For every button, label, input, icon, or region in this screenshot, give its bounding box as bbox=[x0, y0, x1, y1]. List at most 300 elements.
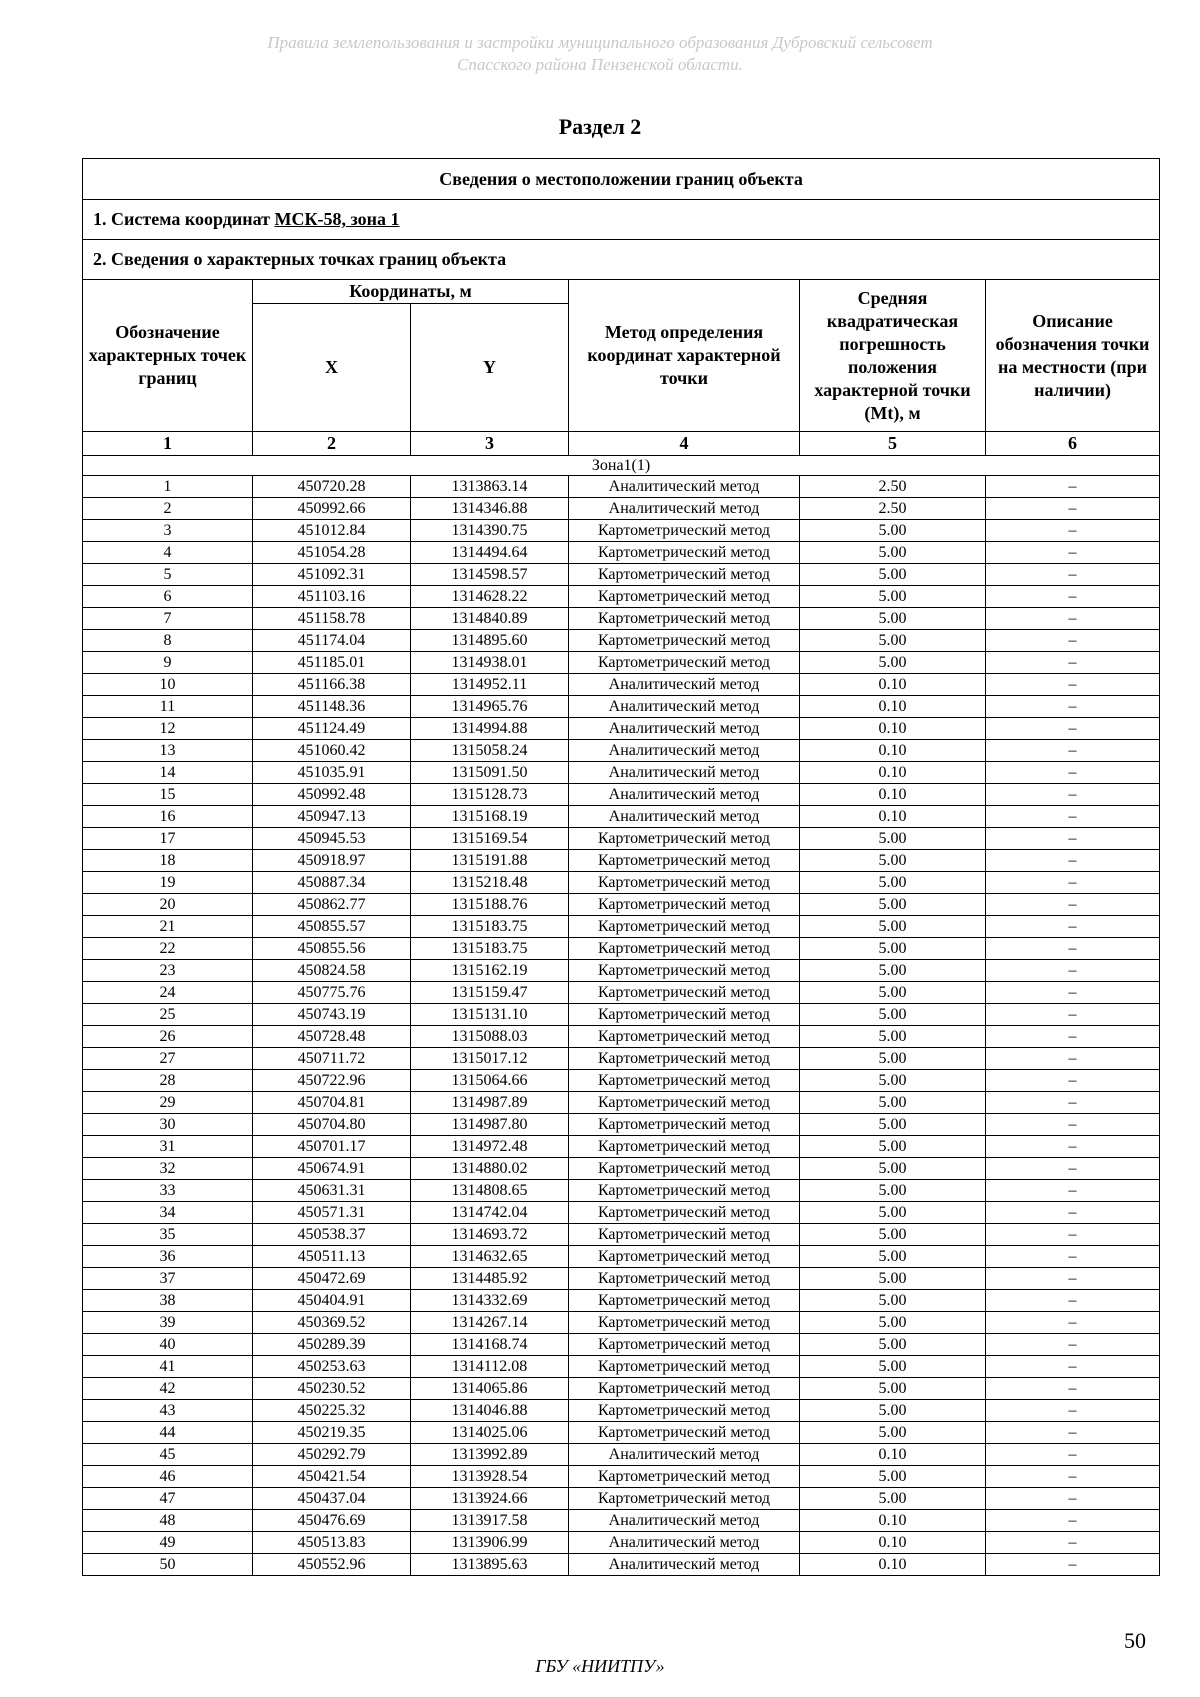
table-row bbox=[83, 1136, 1160, 1158]
y-coordinate-cell: 1315058.24 bbox=[411, 740, 569, 762]
method-cell: Картометрический метод bbox=[569, 564, 800, 586]
error-cell: 5.00 bbox=[800, 1268, 986, 1290]
table-row bbox=[83, 1488, 1160, 1510]
error-cell: 5.00 bbox=[800, 1290, 986, 1312]
x-coordinate-cell: 450945.53 bbox=[253, 828, 411, 850]
method-cell: Картометрический метод bbox=[569, 872, 800, 894]
error-cell: 5.00 bbox=[800, 630, 986, 652]
point-id-cell: 32 bbox=[83, 1158, 253, 1180]
table-row bbox=[83, 960, 1160, 982]
point-id-cell: 28 bbox=[83, 1070, 253, 1092]
y-coordinate-cell: 1314598.57 bbox=[411, 564, 569, 586]
description-cell: – bbox=[986, 1026, 1160, 1048]
description-cell: – bbox=[986, 828, 1160, 850]
description-cell: – bbox=[986, 1334, 1160, 1356]
footer-organization: ГБУ «НИИТПУ» bbox=[535, 1656, 665, 1676]
method-cell: Аналитический метод bbox=[569, 740, 800, 762]
error-cell: 5.00 bbox=[800, 542, 986, 564]
point-id-cell: 24 bbox=[83, 982, 253, 1004]
description-cell: – bbox=[986, 1136, 1160, 1158]
error-cell: 0.10 bbox=[800, 674, 986, 696]
description-cell: – bbox=[986, 1246, 1160, 1268]
point-id-cell: 29 bbox=[83, 1092, 253, 1114]
y-coordinate-cell: 1315159.47 bbox=[411, 982, 569, 1004]
y-coordinate-cell: 1314938.01 bbox=[411, 652, 569, 674]
x-coordinate-cell: 450219.35 bbox=[253, 1422, 411, 1444]
y-coordinate-cell: 1314390.75 bbox=[411, 520, 569, 542]
error-cell: 5.00 bbox=[800, 1224, 986, 1246]
y-coordinate-cell: 1313924.66 bbox=[411, 1488, 569, 1510]
col-header-coords: Координаты, м bbox=[253, 280, 569, 304]
method-cell: Картометрический метод bbox=[569, 1048, 800, 1070]
zone-label: Зона1(1) bbox=[83, 456, 1160, 476]
x-coordinate-cell: 451060.42 bbox=[253, 740, 411, 762]
error-cell: 0.10 bbox=[800, 1532, 986, 1554]
description-cell: – bbox=[986, 1444, 1160, 1466]
table-row bbox=[83, 806, 1160, 828]
method-cell: Картометрический метод bbox=[569, 1466, 800, 1488]
table-row bbox=[83, 1422, 1160, 1444]
point-id-cell: 25 bbox=[83, 1004, 253, 1026]
x-coordinate-cell: 450538.37 bbox=[253, 1224, 411, 1246]
x-coordinate-cell: 451158.78 bbox=[253, 608, 411, 630]
point-id-cell: 40 bbox=[83, 1334, 253, 1356]
y-coordinate-cell: 1314485.92 bbox=[411, 1268, 569, 1290]
description-cell: – bbox=[986, 1510, 1160, 1532]
error-cell: 0.10 bbox=[800, 762, 986, 784]
data-rows bbox=[83, 476, 1160, 1576]
col-header-y: Y bbox=[411, 304, 569, 432]
error-cell: 5.00 bbox=[800, 960, 986, 982]
point-id-cell: 13 bbox=[83, 740, 253, 762]
col-header-method: Метод определения координат характерной точки bbox=[569, 280, 800, 432]
x-coordinate-cell: 450404.91 bbox=[253, 1290, 411, 1312]
y-coordinate-cell: 1314332.69 bbox=[411, 1290, 569, 1312]
y-coordinate-cell: 1315188.76 bbox=[411, 894, 569, 916]
point-id-cell: 45 bbox=[83, 1444, 253, 1466]
y-coordinate-cell: 1315128.73 bbox=[411, 784, 569, 806]
x-coordinate-cell: 451166.38 bbox=[253, 674, 411, 696]
method-cell: Картометрический метод bbox=[569, 608, 800, 630]
method-cell: Картометрический метод bbox=[569, 1422, 800, 1444]
point-id-cell: 48 bbox=[83, 1510, 253, 1532]
x-coordinate-cell: 451103.16 bbox=[253, 586, 411, 608]
x-coordinate-cell: 450992.48 bbox=[253, 784, 411, 806]
y-coordinate-cell: 1313895.63 bbox=[411, 1554, 569, 1576]
table-row bbox=[83, 1114, 1160, 1136]
table-row bbox=[83, 828, 1160, 850]
table-row bbox=[83, 1224, 1160, 1246]
method-cell: Картометрический метод bbox=[569, 1114, 800, 1136]
error-cell: 5.00 bbox=[800, 1136, 986, 1158]
error-cell: 5.00 bbox=[800, 1070, 986, 1092]
y-coordinate-cell: 1313992.89 bbox=[411, 1444, 569, 1466]
table-row bbox=[83, 1532, 1160, 1554]
description-cell: – bbox=[986, 784, 1160, 806]
point-id-cell: 41 bbox=[83, 1356, 253, 1378]
y-coordinate-cell: 1314112.08 bbox=[411, 1356, 569, 1378]
point-id-cell: 44 bbox=[83, 1422, 253, 1444]
y-coordinate-cell: 1314840.89 bbox=[411, 608, 569, 630]
point-id-cell: 8 bbox=[83, 630, 253, 652]
point-id-cell: 16 bbox=[83, 806, 253, 828]
error-cell: 5.00 bbox=[800, 850, 986, 872]
description-cell: – bbox=[986, 1400, 1160, 1422]
description-cell: – bbox=[986, 1290, 1160, 1312]
description-cell: – bbox=[986, 894, 1160, 916]
x-coordinate-cell: 450824.58 bbox=[253, 960, 411, 982]
point-id-cell: 43 bbox=[83, 1400, 253, 1422]
method-cell: Картометрический метод bbox=[569, 938, 800, 960]
description-cell: – bbox=[986, 608, 1160, 630]
x-coordinate-cell: 450743.19 bbox=[253, 1004, 411, 1026]
method-cell: Картометрический метод bbox=[569, 982, 800, 1004]
point-id-cell: 5 bbox=[83, 564, 253, 586]
error-cell: 5.00 bbox=[800, 894, 986, 916]
y-coordinate-cell: 1315131.10 bbox=[411, 1004, 569, 1026]
coord-system-row bbox=[83, 200, 1160, 240]
description-cell: – bbox=[986, 476, 1160, 498]
table-row bbox=[83, 520, 1160, 542]
point-id-cell: 19 bbox=[83, 872, 253, 894]
description-cell: – bbox=[986, 1092, 1160, 1114]
point-id-cell: 1 bbox=[83, 476, 253, 498]
x-coordinate-cell: 450947.13 bbox=[253, 806, 411, 828]
point-id-cell: 9 bbox=[83, 652, 253, 674]
description-cell: – bbox=[986, 1422, 1160, 1444]
point-id-cell: 4 bbox=[83, 542, 253, 564]
method-cell: Картометрический метод bbox=[569, 1202, 800, 1224]
method-cell: Аналитический метод bbox=[569, 762, 800, 784]
col-number: 2 bbox=[253, 432, 411, 456]
y-coordinate-cell: 1314972.48 bbox=[411, 1136, 569, 1158]
error-cell: 5.00 bbox=[800, 1378, 986, 1400]
table-row bbox=[83, 498, 1160, 520]
method-cell: Картометрический метод bbox=[569, 1092, 800, 1114]
description-cell: – bbox=[986, 762, 1160, 784]
method-cell: Картометрический метод bbox=[569, 1180, 800, 1202]
description-cell: – bbox=[986, 1004, 1160, 1026]
table-row bbox=[83, 916, 1160, 938]
point-id-cell: 36 bbox=[83, 1246, 253, 1268]
table-row bbox=[83, 586, 1160, 608]
description-cell: – bbox=[986, 564, 1160, 586]
y-coordinate-cell: 1314046.88 bbox=[411, 1400, 569, 1422]
method-cell: Картометрический метод bbox=[569, 520, 800, 542]
error-cell: 5.00 bbox=[800, 1180, 986, 1202]
error-cell: 0.10 bbox=[800, 784, 986, 806]
x-coordinate-cell: 450230.52 bbox=[253, 1378, 411, 1400]
method-cell: Картометрический метод bbox=[569, 586, 800, 608]
x-coordinate-cell: 451124.49 bbox=[253, 718, 411, 740]
method-cell: Аналитический метод bbox=[569, 1444, 800, 1466]
description-cell: – bbox=[986, 630, 1160, 652]
description-cell: – bbox=[986, 938, 1160, 960]
table-row bbox=[83, 1510, 1160, 1532]
point-id-cell: 50 bbox=[83, 1554, 253, 1576]
error-cell: 5.00 bbox=[800, 938, 986, 960]
error-cell: 5.00 bbox=[800, 1466, 986, 1488]
description-cell: – bbox=[986, 674, 1160, 696]
method-cell: Картометрический метод bbox=[569, 1026, 800, 1048]
method-cell: Картометрический метод bbox=[569, 630, 800, 652]
x-coordinate-cell: 450728.48 bbox=[253, 1026, 411, 1048]
table-row bbox=[83, 1026, 1160, 1048]
table-row bbox=[83, 740, 1160, 762]
description-cell: – bbox=[986, 652, 1160, 674]
description-cell: – bbox=[986, 806, 1160, 828]
point-id-cell: 20 bbox=[83, 894, 253, 916]
point-id-cell: 26 bbox=[83, 1026, 253, 1048]
y-coordinate-cell: 1314994.88 bbox=[411, 718, 569, 740]
x-coordinate-cell: 450437.04 bbox=[253, 1488, 411, 1510]
error-cell: 0.10 bbox=[800, 740, 986, 762]
y-coordinate-cell: 1313928.54 bbox=[411, 1466, 569, 1488]
description-cell: – bbox=[986, 1202, 1160, 1224]
method-cell: Картометрический метод bbox=[569, 1400, 800, 1422]
x-coordinate-cell: 451054.28 bbox=[253, 542, 411, 564]
method-cell: Аналитический метод bbox=[569, 784, 800, 806]
description-cell: – bbox=[986, 696, 1160, 718]
y-coordinate-cell: 1315183.75 bbox=[411, 916, 569, 938]
method-cell: Картометрический метод bbox=[569, 1246, 800, 1268]
error-cell: 5.00 bbox=[800, 586, 986, 608]
x-coordinate-cell: 450918.97 bbox=[253, 850, 411, 872]
table-row bbox=[83, 564, 1160, 586]
x-coordinate-cell: 450855.56 bbox=[253, 938, 411, 960]
x-coordinate-cell: 451092.31 bbox=[253, 564, 411, 586]
col-header-x: X bbox=[253, 304, 411, 432]
section-title: Раздел 2 bbox=[558, 114, 642, 139]
error-cell: 0.10 bbox=[800, 1554, 986, 1576]
description-cell: – bbox=[986, 1048, 1160, 1070]
table-row bbox=[83, 696, 1160, 718]
x-coordinate-cell: 451174.04 bbox=[253, 630, 411, 652]
method-cell: Аналитический метод bbox=[569, 1532, 800, 1554]
description-cell: – bbox=[986, 1224, 1160, 1246]
method-cell: Картометрический метод bbox=[569, 1070, 800, 1092]
boundary-points-table bbox=[82, 158, 1160, 1576]
y-coordinate-cell: 1315191.88 bbox=[411, 850, 569, 872]
method-cell: Аналитический метод bbox=[569, 674, 800, 696]
description-cell: – bbox=[986, 1268, 1160, 1290]
description-cell: – bbox=[986, 1466, 1160, 1488]
method-cell: Картометрический метод bbox=[569, 1158, 800, 1180]
table-row bbox=[83, 1268, 1160, 1290]
y-coordinate-cell: 1314808.65 bbox=[411, 1180, 569, 1202]
point-id-cell: 39 bbox=[83, 1312, 253, 1334]
description-cell: – bbox=[986, 1356, 1160, 1378]
coord-system-value: МСК-58, зона 1 bbox=[274, 209, 400, 229]
error-cell: 5.00 bbox=[800, 1400, 986, 1422]
table-row bbox=[83, 718, 1160, 740]
method-cell: Аналитический метод bbox=[569, 498, 800, 520]
x-coordinate-cell: 450369.52 bbox=[253, 1312, 411, 1334]
method-cell: Аналитический метод bbox=[569, 718, 800, 740]
y-coordinate-cell: 1315017.12 bbox=[411, 1048, 569, 1070]
y-coordinate-cell: 1315162.19 bbox=[411, 960, 569, 982]
table-row bbox=[83, 542, 1160, 564]
error-cell: 5.00 bbox=[800, 1202, 986, 1224]
error-cell: 5.00 bbox=[800, 1422, 986, 1444]
table-row bbox=[83, 652, 1160, 674]
description-cell: – bbox=[986, 1312, 1160, 1334]
error-cell: 0.10 bbox=[800, 718, 986, 740]
error-cell: 5.00 bbox=[800, 608, 986, 630]
x-coordinate-cell: 450225.32 bbox=[253, 1400, 411, 1422]
x-coordinate-cell: 450253.63 bbox=[253, 1356, 411, 1378]
y-coordinate-cell: 1314987.89 bbox=[411, 1092, 569, 1114]
point-id-cell: 17 bbox=[83, 828, 253, 850]
description-cell: – bbox=[986, 1158, 1160, 1180]
error-cell: 5.00 bbox=[800, 828, 986, 850]
method-cell: Картометрический метод bbox=[569, 1290, 800, 1312]
description-cell: – bbox=[986, 960, 1160, 982]
header-line-1: Правила землепользования и застройки муниципального образования Дубровский сельсовет bbox=[267, 33, 933, 52]
description-cell: – bbox=[986, 982, 1160, 1004]
table-row bbox=[83, 1290, 1160, 1312]
y-coordinate-cell: 1313917.58 bbox=[411, 1510, 569, 1532]
table-row bbox=[83, 1554, 1160, 1576]
error-cell: 0.10 bbox=[800, 1510, 986, 1532]
x-coordinate-cell: 450862.77 bbox=[253, 894, 411, 916]
y-coordinate-cell: 1314628.22 bbox=[411, 586, 569, 608]
point-id-cell: 42 bbox=[83, 1378, 253, 1400]
description-cell: – bbox=[986, 498, 1160, 520]
header-line-2: Спасского района Пензенской области. bbox=[457, 55, 743, 74]
description-cell: – bbox=[986, 872, 1160, 894]
description-cell: – bbox=[986, 1532, 1160, 1554]
col-number: 6 bbox=[986, 432, 1160, 456]
table-row bbox=[83, 1400, 1160, 1422]
table-row bbox=[83, 1334, 1160, 1356]
x-coordinate-cell: 450711.72 bbox=[253, 1048, 411, 1070]
table-row bbox=[83, 1246, 1160, 1268]
point-id-cell: 33 bbox=[83, 1180, 253, 1202]
point-id-cell: 34 bbox=[83, 1202, 253, 1224]
y-coordinate-cell: 1313863.14 bbox=[411, 476, 569, 498]
y-coordinate-cell: 1315064.66 bbox=[411, 1070, 569, 1092]
method-cell: Аналитический метод bbox=[569, 806, 800, 828]
method-cell: Картометрический метод bbox=[569, 652, 800, 674]
error-cell: 0.10 bbox=[800, 1444, 986, 1466]
col-number: 1 bbox=[83, 432, 253, 456]
x-coordinate-cell: 450704.80 bbox=[253, 1114, 411, 1136]
error-cell: 5.00 bbox=[800, 1158, 986, 1180]
point-id-cell: 2 bbox=[83, 498, 253, 520]
y-coordinate-cell: 1314987.80 bbox=[411, 1114, 569, 1136]
table-row bbox=[83, 608, 1160, 630]
table-row bbox=[83, 1202, 1160, 1224]
table-row bbox=[83, 630, 1160, 652]
point-id-cell: 10 bbox=[83, 674, 253, 696]
point-id-cell: 38 bbox=[83, 1290, 253, 1312]
x-coordinate-cell: 450992.66 bbox=[253, 498, 411, 520]
table-row bbox=[83, 1048, 1160, 1070]
x-coordinate-cell: 450513.83 bbox=[253, 1532, 411, 1554]
x-coordinate-cell: 450289.39 bbox=[253, 1334, 411, 1356]
y-coordinate-cell: 1314168.74 bbox=[411, 1334, 569, 1356]
method-cell: Картометрический метод bbox=[569, 828, 800, 850]
point-id-cell: 22 bbox=[83, 938, 253, 960]
col-number: 4 bbox=[569, 432, 800, 456]
x-coordinate-cell: 450720.28 bbox=[253, 476, 411, 498]
error-cell: 0.10 bbox=[800, 806, 986, 828]
error-cell: 5.00 bbox=[800, 1092, 986, 1114]
x-coordinate-cell: 450674.91 bbox=[253, 1158, 411, 1180]
error-cell: 5.00 bbox=[800, 1356, 986, 1378]
error-cell: 0.10 bbox=[800, 696, 986, 718]
x-coordinate-cell: 450701.17 bbox=[253, 1136, 411, 1158]
table-row bbox=[83, 850, 1160, 872]
description-cell: – bbox=[986, 850, 1160, 872]
y-coordinate-cell: 1314267.14 bbox=[411, 1312, 569, 1334]
y-coordinate-cell: 1315218.48 bbox=[411, 872, 569, 894]
y-coordinate-cell: 1315183.75 bbox=[411, 938, 569, 960]
point-id-cell: 7 bbox=[83, 608, 253, 630]
point-id-cell: 14 bbox=[83, 762, 253, 784]
description-cell: – bbox=[986, 1378, 1160, 1400]
point-id-cell: 18 bbox=[83, 850, 253, 872]
y-coordinate-cell: 1314880.02 bbox=[411, 1158, 569, 1180]
x-coordinate-cell: 450775.76 bbox=[253, 982, 411, 1004]
point-id-cell: 12 bbox=[83, 718, 253, 740]
error-cell: 5.00 bbox=[800, 1246, 986, 1268]
table-row bbox=[83, 872, 1160, 894]
method-cell: Картометрический метод bbox=[569, 960, 800, 982]
y-coordinate-cell: 1314742.04 bbox=[411, 1202, 569, 1224]
x-coordinate-cell: 451012.84 bbox=[253, 520, 411, 542]
y-coordinate-cell: 1314693.72 bbox=[411, 1224, 569, 1246]
point-id-cell: 15 bbox=[83, 784, 253, 806]
x-coordinate-cell: 450292.79 bbox=[253, 1444, 411, 1466]
point-id-cell: 3 bbox=[83, 520, 253, 542]
table-row bbox=[83, 1312, 1160, 1334]
method-cell: Картометрический метод bbox=[569, 1334, 800, 1356]
x-coordinate-cell: 450552.96 bbox=[253, 1554, 411, 1576]
x-coordinate-cell: 450722.96 bbox=[253, 1070, 411, 1092]
description-cell: – bbox=[986, 1488, 1160, 1510]
x-coordinate-cell: 450511.13 bbox=[253, 1246, 411, 1268]
point-id-cell: 23 bbox=[83, 960, 253, 982]
x-coordinate-cell: 451035.91 bbox=[253, 762, 411, 784]
table-row bbox=[83, 1378, 1160, 1400]
error-cell: 5.00 bbox=[800, 1312, 986, 1334]
method-cell: Аналитический метод bbox=[569, 696, 800, 718]
description-cell: – bbox=[986, 916, 1160, 938]
table-row bbox=[83, 1180, 1160, 1202]
y-coordinate-cell: 1314965.76 bbox=[411, 696, 569, 718]
col-header-point: Обозначение характерных точек границ bbox=[83, 280, 253, 432]
col-header-description: Описание обозначения точки на местности (при наличии) bbox=[986, 280, 1160, 432]
table-row bbox=[83, 894, 1160, 916]
x-coordinate-cell: 450704.81 bbox=[253, 1092, 411, 1114]
point-id-cell: 6 bbox=[83, 586, 253, 608]
table-row bbox=[83, 1004, 1160, 1026]
y-coordinate-cell: 1314346.88 bbox=[411, 498, 569, 520]
description-cell: – bbox=[986, 1554, 1160, 1576]
col-number: 5 bbox=[800, 432, 986, 456]
description-cell: – bbox=[986, 1114, 1160, 1136]
page-number: 50 bbox=[1124, 1628, 1146, 1653]
x-coordinate-cell: 450887.34 bbox=[253, 872, 411, 894]
x-coordinate-cell: 450476.69 bbox=[253, 1510, 411, 1532]
description-cell: – bbox=[986, 542, 1160, 564]
point-id-cell: 31 bbox=[83, 1136, 253, 1158]
y-coordinate-cell: 1315169.54 bbox=[411, 828, 569, 850]
error-cell: 5.00 bbox=[800, 1048, 986, 1070]
point-id-cell: 11 bbox=[83, 696, 253, 718]
